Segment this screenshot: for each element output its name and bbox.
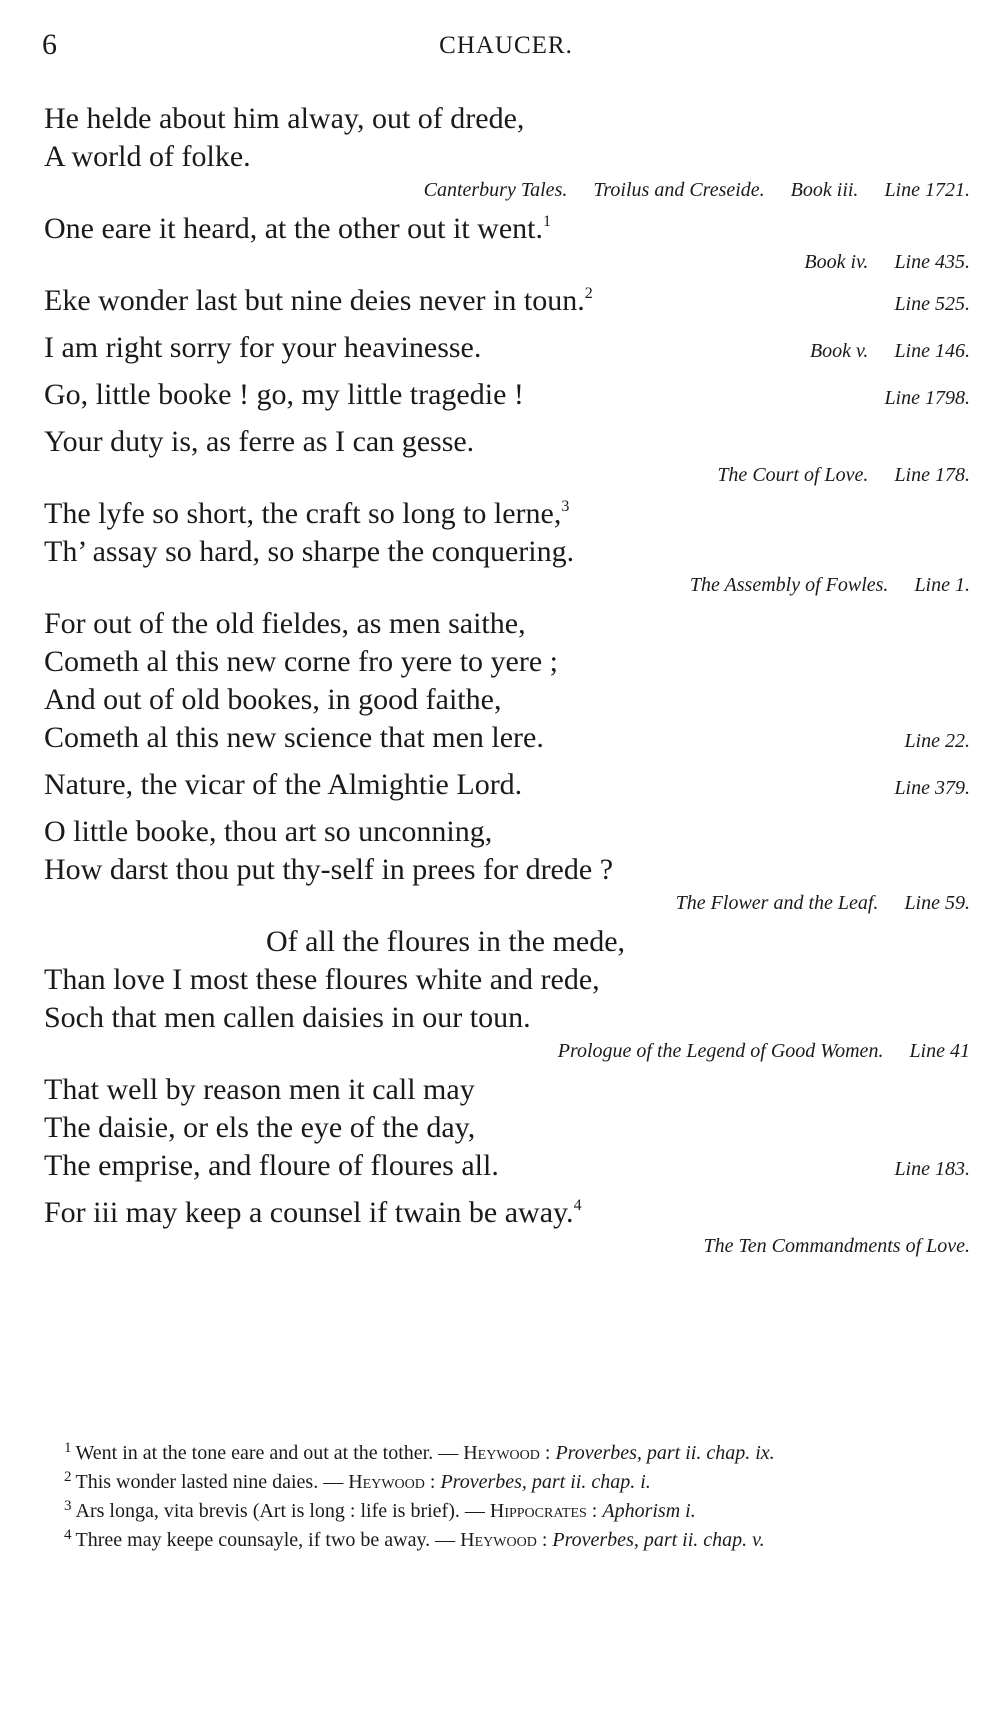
verse-words: One eare it heard, at the other out it went. [44, 212, 543, 245]
verse-words: Cometh al this new science that men lere. [44, 721, 544, 754]
footnote [42, 1469, 970, 1496]
footnote-author: Hippocrates [489, 1500, 587, 1522]
citation-part: Line 41 [909, 1040, 970, 1062]
verse-line [44, 1109, 970, 1147]
quotation [44, 1071, 970, 1188]
citation-part: Line 1721. [884, 179, 970, 201]
verse-line [44, 999, 970, 1037]
verse-text [44, 607, 526, 640]
running-head: CHAUCER. [439, 32, 573, 59]
verse-words: Cometh al this new corne fro yere to yere ; [44, 645, 558, 678]
footnote-source: Proverbes, part ii. chap. v. [552, 1529, 765, 1551]
footnote-text: Three may keepe counsayle, if two be away. — [75, 1529, 461, 1551]
citation-part: The Ten Commandments of Love. [703, 1235, 970, 1257]
verse-words: The lyfe so short, the craft so long to lerne, [44, 497, 562, 530]
citation [894, 769, 970, 807]
footnote [42, 1440, 970, 1467]
quotation [44, 210, 970, 276]
citation [44, 461, 970, 489]
quotation [44, 100, 970, 204]
quotations [44, 100, 970, 1266]
verse-words: Nature, the vicar of the Almightie Lord. [44, 768, 523, 801]
verse-line [44, 605, 970, 643]
verse-words: Your duty is, as ferre as I can gesse. [44, 425, 475, 458]
verse-line [44, 1071, 970, 1109]
citation-part: Book iii. [790, 179, 859, 201]
citation-part: Prologue of the Legend of Good Women. [557, 1040, 884, 1062]
verse-line [44, 376, 970, 417]
verse-words: Go, little booke ! go, my little tragedie ! [44, 378, 524, 411]
footnote-source: Proverbes, part ii. chap. i. [440, 1471, 651, 1493]
footnotes [42, 1440, 970, 1556]
verse-line [44, 923, 970, 961]
verse-words: Soch that men callen daisies in our toun. [44, 1001, 531, 1034]
verse-line [44, 851, 970, 889]
verse-words: A world of folke. [44, 140, 251, 173]
quotation [44, 376, 970, 417]
footnote [42, 1527, 970, 1554]
verse-words: That well by reason men it call may [44, 1073, 475, 1106]
footnote-sep: : [424, 1471, 441, 1493]
citation-part: Line 525. [894, 293, 970, 315]
citation-part: Line 22. [904, 730, 970, 752]
verse-text [44, 719, 544, 757]
verse-line [44, 533, 970, 571]
citation-part: Line 379. [894, 777, 970, 799]
verse-text [44, 645, 558, 678]
verse-line [44, 681, 970, 719]
quotation [44, 282, 970, 323]
verse-words: Than love I most these floures white and rede, [44, 963, 600, 996]
citation [44, 571, 970, 599]
verse-text [44, 102, 524, 135]
verse-words: The daisie, or els the eye of the day, [44, 1111, 476, 1144]
verse-text [44, 853, 613, 886]
citation-part: The Court of Love. [717, 464, 869, 486]
verse-text [44, 766, 522, 804]
quotation [44, 495, 970, 599]
footnote-number: 2 [64, 1469, 72, 1485]
footnote-number: 1 [64, 1440, 72, 1456]
verse-words: For iii may keep a counsel if twain be away. [44, 1196, 574, 1229]
verse-line [44, 329, 970, 370]
footnote-author: Heywood [348, 1471, 425, 1493]
verse-line [44, 423, 970, 461]
verse-text [44, 497, 569, 530]
verse-words: I am right sorry for your heavinesse. [44, 331, 482, 364]
citation [904, 722, 970, 760]
citation-part: Book v. [809, 340, 869, 362]
footnote-text: Ars longa, vita brevis (Art is long : life is brief). — [75, 1500, 490, 1522]
citation [884, 379, 970, 417]
verse-words: O little booke, thou art so unconning, [44, 815, 493, 848]
verse-line [44, 766, 970, 807]
verse-words: Th’ assay so hard, so sharpe the conquering. [44, 535, 575, 568]
verse-text [44, 1001, 531, 1034]
footnote-source: Aphorism i. [602, 1500, 696, 1522]
verse-line [44, 282, 970, 323]
citation-part: The Flower and the Leaf. [675, 892, 879, 914]
footnote-author: Heywood [460, 1529, 537, 1551]
citation [44, 248, 970, 276]
quotation [44, 1194, 970, 1260]
citation-part: Troilus and Creseide. [593, 179, 765, 201]
verse-text [44, 1147, 499, 1185]
verse-text [44, 1111, 475, 1144]
verse-text [44, 212, 551, 245]
page-header [42, 28, 970, 68]
verse-text [44, 140, 251, 173]
footnote-author: Heywood [463, 1442, 540, 1464]
verse-text [44, 1196, 582, 1229]
footnote [42, 1498, 970, 1525]
footnote-number: 3 [64, 1498, 72, 1514]
footnote-sep: : [539, 1442, 556, 1464]
verse-line [44, 210, 970, 248]
page-number: 6 [42, 28, 57, 61]
verse-line [44, 495, 970, 533]
footnote-text: This wonder lasted nine daies. — [75, 1471, 349, 1493]
footnote-sep: : [536, 1529, 553, 1551]
verse-words: The emprise, and floure of floures all. [44, 1149, 499, 1182]
verse-text [44, 1073, 475, 1106]
verse-text [44, 963, 600, 996]
verse-line [44, 961, 970, 999]
verse-line [44, 100, 970, 138]
citation-part: Line 178. [894, 464, 970, 486]
verse-words: For out of the old fieldes, as men saithe, [44, 607, 526, 640]
citation-part: Line 435. [894, 251, 970, 273]
quotation [44, 766, 970, 807]
citation [894, 1150, 970, 1188]
footnote-sep: : [586, 1500, 603, 1522]
quotation [44, 329, 970, 370]
citation-part: Line 1. [914, 574, 970, 596]
citation [894, 285, 970, 323]
footnote-ref: 1 [542, 213, 551, 230]
quotation [44, 605, 970, 760]
citation-part: Line 146. [894, 340, 970, 362]
citation-part: Line 59. [904, 892, 970, 914]
quotation [44, 423, 970, 489]
citation [810, 332, 970, 370]
verse-text [44, 815, 492, 848]
verse-line [44, 138, 970, 176]
verse-text [44, 329, 481, 367]
verse-line [44, 1147, 970, 1188]
footnote-number: 4 [64, 1527, 72, 1543]
verse-text [266, 925, 625, 958]
quotation [44, 923, 970, 1065]
verse-line [44, 813, 970, 851]
verse-line [44, 643, 970, 681]
citation-part: Book iv. [804, 251, 869, 273]
verse-line [44, 1194, 970, 1232]
citation [44, 1232, 970, 1260]
verse-words: Of all the floures in the mede, [266, 925, 626, 958]
verse-words: He helde about him alway, out of drede, [44, 102, 525, 135]
verse-words: How darst thou put thy-self in prees for drede ? [44, 853, 614, 886]
quotation [44, 813, 970, 917]
verse-words: Eke wonder last but nine deies never in toun. [44, 284, 585, 317]
verse-text [44, 425, 474, 458]
verse-text [44, 376, 524, 414]
footnote-ref: 4 [573, 1197, 582, 1214]
verse-text [44, 282, 593, 320]
footnote-ref: 3 [561, 498, 570, 515]
verse-words: And out of old bookes, in good faithe, [44, 683, 502, 716]
footnote-ref: 2 [584, 285, 593, 302]
citation [44, 176, 970, 204]
citation-part: Line 1798. [884, 387, 970, 409]
footnote-source: Proverbes, part ii. chap. ix. [555, 1442, 775, 1464]
citation [44, 1037, 970, 1065]
footnote-text: Went in at the tone eare and out at the tother. — [75, 1442, 464, 1464]
verse-text [44, 535, 574, 568]
verse-line [44, 719, 970, 760]
citation-part: Line 183. [894, 1158, 970, 1180]
citation [44, 889, 970, 917]
citation-part: The Assembly of Fowles. [689, 574, 889, 596]
verse-text [44, 683, 501, 716]
citation-part: Canterbury Tales. [423, 179, 568, 201]
